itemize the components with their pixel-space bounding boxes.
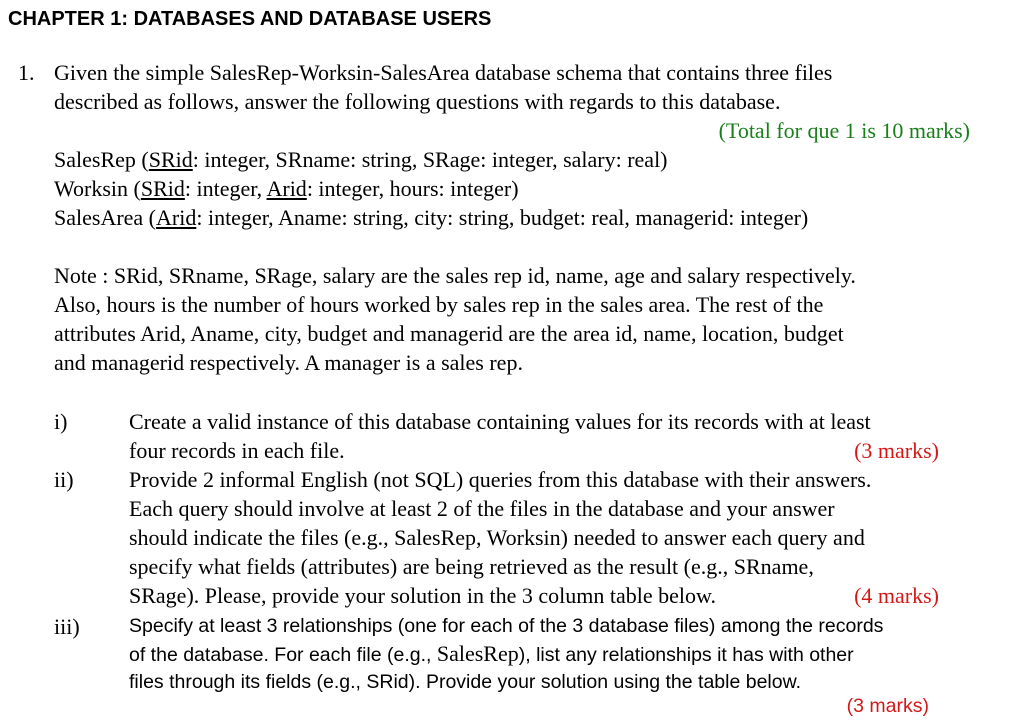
- note-line: and managerid respectively. A manager is a sales rep.: [54, 350, 523, 375]
- note-line: attributes Arid, Aname, city, budget and managerid are the area id, name, location, budget: [54, 321, 844, 346]
- part-label: i): [54, 409, 68, 434]
- total-marks: (Total for que 1 is 10 marks): [718, 118, 970, 143]
- primary-key: SRid: [148, 147, 193, 172]
- part-iii-text: Specify at least 3 relationships (one for each of the 3 database files) among the records of the database. For each file (e.g., SalesRep), list any relationships it has with other files through its fields (e.g., SRid). Provide your solution using the table below. (3 marks): [129, 613, 989, 696]
- schema-salesarea: SalesArea (Arid: integer, Aname: string, city: string, budget: real, managerid: integer): [54, 205, 809, 230]
- note-paragraph: [54, 261, 1014, 377]
- part-marks: (4 marks): [854, 583, 939, 608]
- note-line: Also, hours is the number of hours worked by sales rep in the sales area. The rest of the: [54, 292, 824, 317]
- part-marks: (3 marks): [846, 695, 929, 717]
- chapter-title: CHAPTER 1: DATABASES AND DATABASE USERS: [8, 8, 492, 30]
- intro-line: described as follows, answer the following questions with regards to this database.: [54, 89, 781, 114]
- primary-key: Arid: [156, 205, 197, 230]
- primary-key: Arid: [266, 176, 307, 201]
- part-label: iii): [54, 614, 80, 639]
- primary-key: SRid: [140, 176, 185, 201]
- schema-salesrep: SalesRep (SRid: integer, SRname: string, SRage: integer, salary: real): [54, 147, 668, 172]
- part-marks: (3 marks): [854, 438, 939, 463]
- part-i-text: Create a valid instance of this database containing values for its records with at least four records in each file. (3 marks): [129, 409, 939, 463]
- question-intro: [54, 58, 1014, 232]
- schema-worksin: Worksin (SRid: integer, Arid: integer, hours: integer): [54, 176, 519, 201]
- intro-line: Given the simple SalesRep-Worksin-SalesArea database schema that contains three files: [54, 60, 833, 85]
- part-label: ii): [54, 467, 74, 492]
- note-line: Note : SRid, SRname, SRage, salary are the sales rep id, name, age and salary respectively.: [54, 263, 856, 288]
- question-number: 1.: [18, 60, 35, 85]
- part-ii-text: Provide 2 informal English (not SQL) queries from this database with their answers. Each query should involve at least 2 of the files in the database and your answer should indicate the files (e.g., SalesRep, Worksin) needed to answer each query and specify what fields (attributes) are being retrieved as the result (e.g., SRname, SRage). Please, provide your solution in the 3 column table below. (4 marks): [129, 467, 939, 608]
